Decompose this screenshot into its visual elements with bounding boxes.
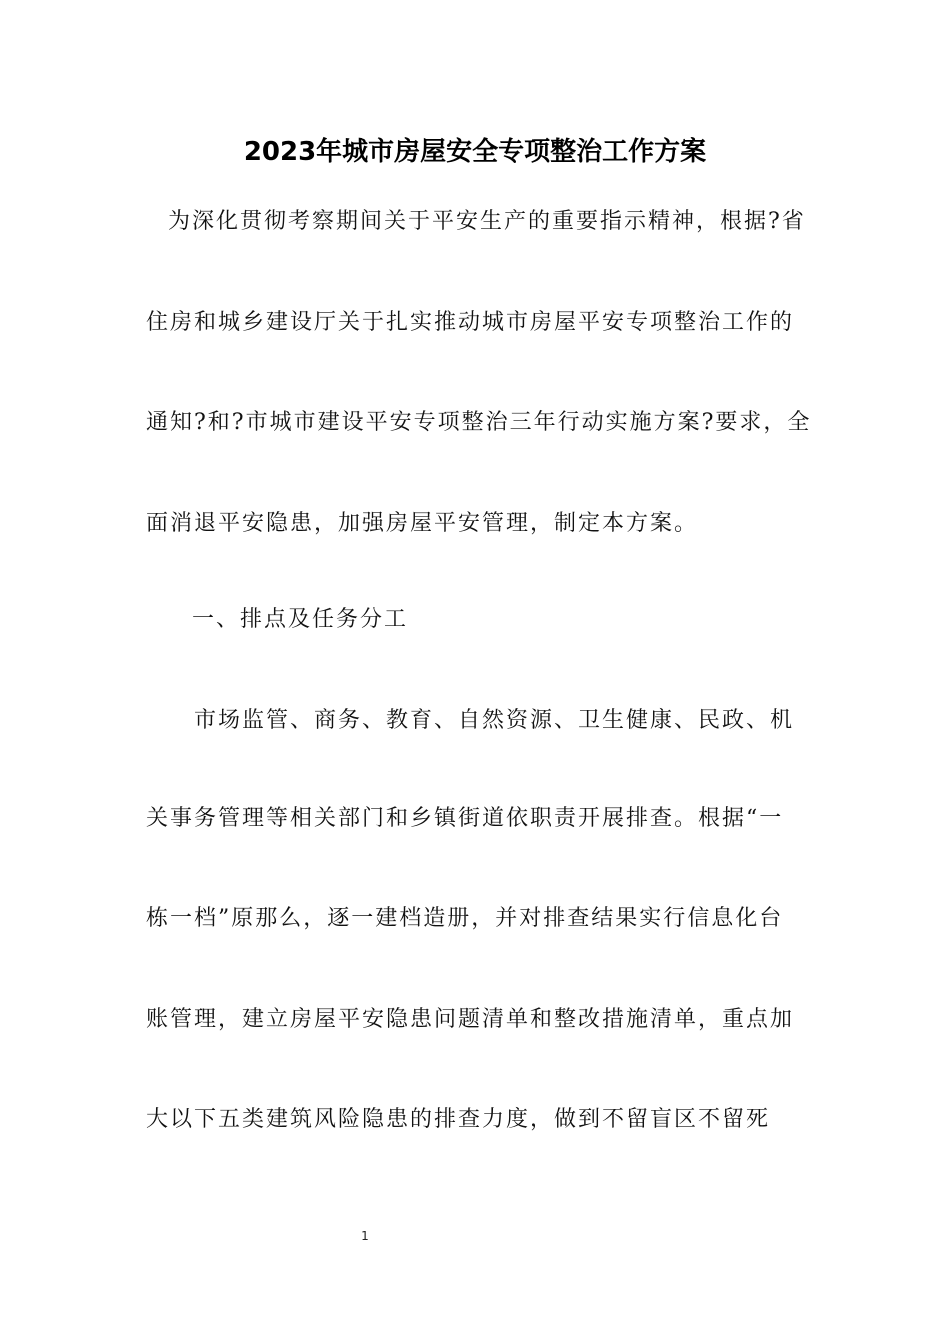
paragraph-line: 市场监管、商务、教育、自然资源、卫生健康、民政、机	[194, 708, 795, 733]
paragraph-line: 账管理，建立房屋平安隐患问题清单和整改措施清单，重点加	[146, 1007, 795, 1032]
paragraph-line: 为深化贯彻考察期间关于平安生产的重要指示精神，根据?省	[168, 209, 806, 234]
paragraph-line: 大以下五类建筑风险隐患的排查力度，做到不留盲区不留死	[146, 1107, 771, 1132]
paragraph-line: 关事务管理等相关部门和乡镇街道依职责开展排查。根据“一	[146, 806, 784, 831]
section-heading: 一、排点及任务分工	[192, 607, 409, 632]
paragraph-line: 栋一档”原那么，逐一建档造册，并对排查结果实行信息化台	[146, 906, 784, 931]
page-number: 1	[361, 1229, 369, 1243]
paragraph-line: 面消退平安隐患，加强房屋平安管理，制定本方案。	[146, 511, 699, 536]
paragraph-line: 住房和城乡建设厅关于扎实推动城市房屋平安专项整治工作的	[146, 310, 795, 335]
paragraph-line: 通知?和?市城市建设平安专项整治三年行动实施方案?要求，全	[146, 410, 812, 435]
document-title: 2023年城市房屋安全专项整治工作方案	[243, 137, 707, 167]
